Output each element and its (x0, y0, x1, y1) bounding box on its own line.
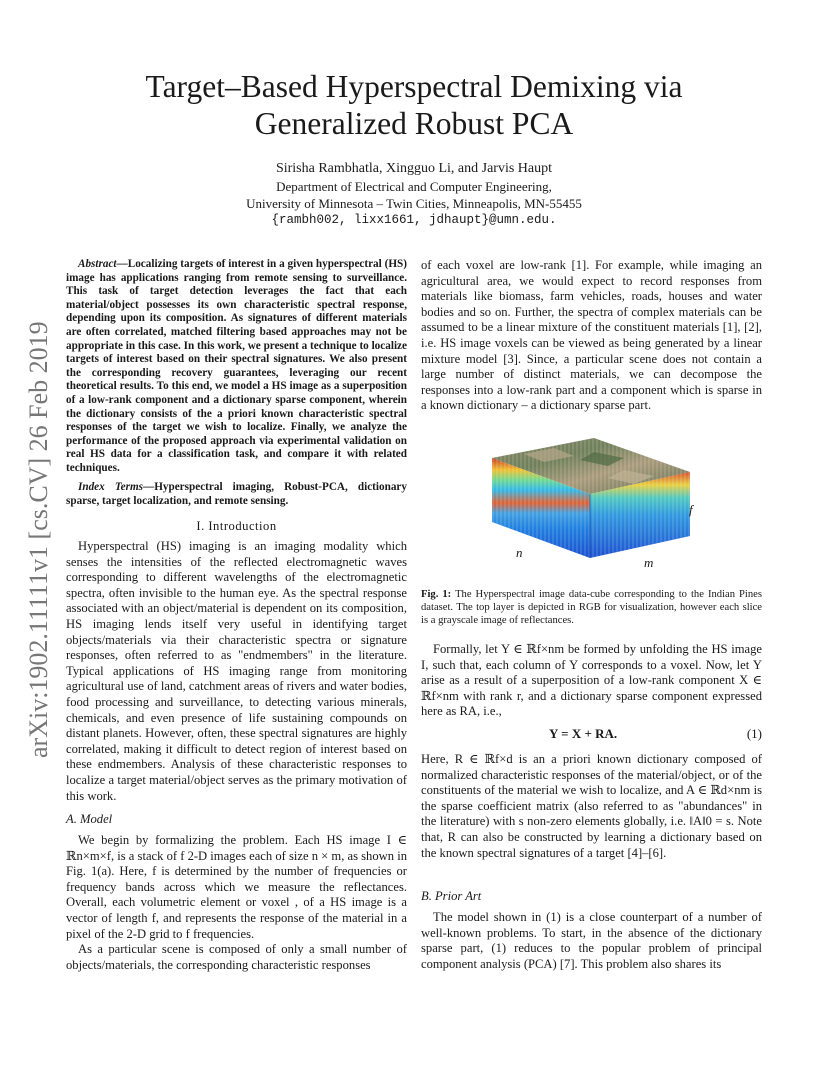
affiliation-line-1: Department of Electrical and Computer Engineering, (276, 179, 552, 194)
abstract-text: —Localizing targets of interest in a given hyperspectral (HS) image has applications ranging from remote sensing to surveillance. This task of target detection leverages the fact that each material/object possesses its own characteristic spectral response, depending upon its composition. As signatures of different materials are often correlated, matched filtering based approaches may not be appropriate in this case. In this work, we present a technique to localize targets of interest based on their spectral signatures. We also present the corresponding recovery guarantees, leveraging our recent theoretical results. To this end, we model a HS image as a superposition of a low-rank component and a dictionary sparse component, wherein the dictionary consists of the a priori known characteristic spectral responses of the target we wish to localize. Finally, we analyze the performance of the proposed approach via experimental validation on real HS data for a classification task, and compare it with related techniques. (66, 258, 407, 474)
title-line-2: Generalized Robust PCA (254, 106, 574, 141)
title-line-1: Target–Based Hyperspectral Demixing via (145, 69, 683, 104)
arxiv-stamp-text: arXiv:1902.11111v1 [cs.CV] 26 Feb 2019 (24, 321, 53, 758)
affiliation-line-2: University of Minnesota – Twin Cities, Minneapolis, MN-55455 (246, 196, 582, 211)
intro-text: Hyperspectral (HS) imaging is an imaging modality which senses the intensities of the reflected electromagnetic waves corresponding to different wavelengths of the electromagnetic spectra, often invisible to the human eye. As the spectral response associated with an object/material is dependent on its composition, HS imaging lends itself very useful in identifying target objects/materials via their characteristic spectra or signature responses, often referred to as "endmembers" in the literature. Typical applications of HS imaging range from monitoring agricultural use of land, catchment areas of rivers and water bodies, food processing and surveillance, to detecting various minerals, chemicals, and even presence of life sustaining compounds on distant planets. However, often, these spectral signatures are highly correlated, making it difficult to detect region of interest based on these endmembers. Analysis of these characteristic responses to localize a target material/object serves as the primary motivation of this work. (66, 539, 407, 803)
model-paragraph-2 (66, 942, 407, 973)
equation-body: Y = X + RA. (549, 726, 618, 741)
figure-label-f: f (689, 502, 693, 517)
formal-paragraph (421, 642, 762, 720)
prior-art-paragraph (421, 910, 762, 972)
equation-number: (1) (746, 726, 762, 741)
prior-art-text: The model shown in (1) is a close counterpart of a number of well-known problems. To start, in the absence of the dictionary sparse part, (1) reduces to the popular problem of principal component analysis (PCA) [7]. This problem also shares its (421, 910, 762, 971)
caption-text: The Hyperspectral image data-cube corresponding to the Indian Pines dataset. The top layer is depicted in RGB for visualization, however each slice is a grayscale image of reflectances. (421, 589, 762, 626)
paper-title (0, 68, 828, 142)
section-heading-introduction: I. Introduction (196, 519, 277, 533)
figure-label-n: n (516, 545, 523, 560)
definition-text: Here, R ∈ ℝf×d is an a priori known dictionary composed of normalized characteristic responses of the material/object, or of the constituents of the material we wish to localize, and A ∈ ℝd×nm is the sparse coefficient matrix (also referred to as "abundances" in the literature) with s non-zero elements globally, i.e. ‖A‖0 = s. Note that, R can also be constructed by learning a dictionary based on the known spectral signatures of a target [4]–[6]. (421, 752, 762, 860)
right-paragraph-continued (421, 258, 762, 414)
model-text-1: We begin by formalizing the problem. Each HS image I ∈ ℝn×m×f, is a stack of f 2-D images each of size n × m, as shown in Fig. 1(a). Here, f is determined by the number of frequencies or frequency bands across which we measure the reflectances. Overall, each volumetric element or voxel , of a HS image is a vector of length f, and represents the response of the material in a pixel of the 2-D grid to f frequencies. (66, 833, 407, 941)
abstract-label: Abstract (78, 258, 117, 270)
subsection-heading-prior-art: B. Prior Art (421, 889, 482, 903)
model-paragraph-1 (66, 833, 407, 942)
abstract (66, 258, 407, 476)
authors: Sirisha Rambhatla, Xingguo Li, and Jarvis Haupt (275, 161, 553, 176)
figure-caption (421, 588, 762, 627)
model-text-2: As a particular scene is composed of only a small number of objects/materials, the corresponding characteristic responses (66, 942, 407, 972)
figure-hyperspectral-cube (484, 432, 714, 582)
arxiv-stamp (20, 300, 54, 760)
index-terms-text: —Hyperspectral imaging, Robust-PCA, dictionary sparse, target localization, and remote sensing. (66, 481, 407, 507)
caption-label: Fig. 1: (421, 589, 452, 600)
definition-paragraph (421, 752, 762, 861)
subsection-heading-model: A. Model (66, 812, 113, 826)
right-text-continued: of each voxel are low-rank [1]. For example, while imaging an agricultural area, we would expect to record responses from materials like biomass, farm vehicles, roads, houses and water bodies and so on. Further, the spectra of complex materials can be assumed to be a linear mixture of the constituent materials [1], [2], i.e. HS image voxels can be viewed as being generated by a linear mixture model [3]. Since, a particular scene does not contain a large number of distinct materials, we can decompose the responses into a low-rank part and a component which is sparse in a known dictionary – a dictionary sparse part. (421, 258, 762, 413)
index-terms (66, 481, 407, 508)
formal-text: Formally, let Y ∈ ℝf×nm be formed by unfolding the HS image I, such that, each column of Y corresponds to a voxel. Now, let Y arise as a result of a superposition of a low-rank component X ∈ ℝf×nm with rank r, and a dictionary sparse component expressed here as RA, i.e., (421, 642, 762, 719)
intro-paragraph (66, 539, 407, 804)
index-terms-label: Index Terms (78, 481, 144, 493)
author-emails: {rambh002, lixx1661, jdhaupt}@umn.edu. (271, 213, 557, 227)
figure-label-m: m (644, 555, 654, 570)
affiliation (0, 178, 828, 229)
